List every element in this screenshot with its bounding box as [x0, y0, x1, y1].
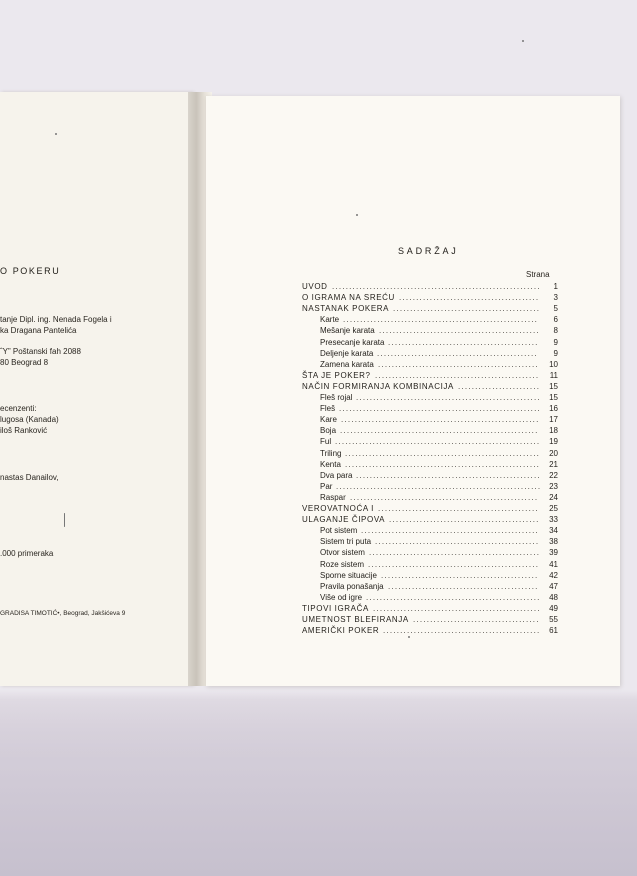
toc-entry-page-number: 9	[553, 337, 558, 347]
scan-shadow-band	[0, 690, 637, 876]
toc-entry-page-number: 5	[553, 304, 558, 314]
toc-entry-label: NASTANAK POKERA	[302, 304, 390, 314]
toc-entry-label: Boja	[320, 426, 337, 436]
toc-entry-label: Kenta	[320, 459, 341, 469]
toc-dot-leader: ..........................................................	[341, 415, 540, 425]
toc-entry-label: Raspar	[320, 492, 346, 502]
toc-entry	[320, 314, 558, 325]
toc-dot-leader: ........................	[458, 381, 541, 391]
toc-entry	[320, 570, 558, 581]
toc-entry-label: Fleš rojal	[320, 393, 353, 402]
toc-page-column-header: Strana	[526, 270, 550, 279]
toc-entry-page-number: 3	[553, 293, 558, 303]
left-page-printer-line: GRADISA TIMOTIĆ•, Beograd, Jakšićeva 9	[0, 610, 126, 617]
toc-dot-leader: ...................................................	[366, 592, 541, 602]
toc-entry-page-number: 49	[549, 603, 558, 613]
toc-entry-page-number: 25	[549, 504, 558, 513]
toc-entry-label: Zamena karata	[320, 359, 374, 369]
toc-dot-leader: .........................................................	[345, 459, 541, 469]
toc-entry	[302, 292, 558, 303]
toc-entry-page-number: 6	[553, 315, 558, 325]
toc-entry-label: Ful	[320, 437, 332, 447]
toc-entry-page-number: 34	[549, 526, 558, 536]
toc-entry-label: Sporne situacije	[320, 570, 377, 580]
paper-speck	[55, 133, 57, 135]
toc-dot-leader: .................................................	[373, 603, 541, 613]
toc-entry-label: Deljenje karata	[320, 348, 374, 358]
toc-entry-label: Više od igre	[320, 592, 363, 602]
toc-entry-page-number: 19	[549, 437, 558, 447]
toc-title: SADRŽAJ	[398, 246, 459, 256]
left-page-text-line: ka Dragana Pantelića	[0, 326, 77, 335]
paper-speck	[522, 40, 524, 42]
toc-entry-page-number: 33	[549, 515, 558, 525]
toc-dot-leader: ................................................	[375, 537, 540, 547]
toc-entry-page-number: 61	[549, 626, 558, 636]
toc-entry-page-number: 11	[549, 370, 558, 380]
toc-dot-leader: ...............................................	[378, 504, 539, 513]
toc-dot-leader: ....................................................	[361, 526, 539, 536]
toc-entry-page-number: 55	[549, 615, 558, 624]
toc-entry-page-number: 21	[549, 459, 558, 469]
paper-speck	[356, 214, 358, 216]
toc-entry	[320, 448, 558, 459]
toc-entry-label: AMERIČKI POKER	[302, 626, 380, 636]
toc-entry	[302, 503, 558, 514]
toc-entry-label: Kare	[320, 415, 337, 425]
toc-dot-leader: ............................................	[388, 581, 539, 591]
toc-dot-leader: ...........................................................	[339, 404, 541, 414]
toc-entry-page-number: 24	[549, 492, 558, 502]
toc-entry	[320, 470, 558, 481]
toc-entry	[320, 414, 558, 425]
toc-dot-leader: ...............................................	[377, 348, 538, 358]
toc-entry-label: Sistem tri puta	[320, 537, 372, 547]
toc-entry	[302, 281, 558, 292]
toc-dot-leader: ......................................................	[356, 470, 541, 480]
toc-entry	[320, 592, 558, 603]
toc-entry-label: Dva para	[320, 470, 353, 480]
toc-dot-leader: ..................................................	[369, 548, 541, 558]
toc-entry-page-number: 20	[549, 448, 558, 458]
toc-entry	[320, 392, 558, 403]
toc-dot-leader: ..............................................	[381, 570, 539, 580]
toc-entry	[320, 436, 558, 447]
toc-entry-label: Pot sistem	[320, 526, 358, 536]
toc-entry	[320, 348, 558, 359]
left-page-text-line: ecenzenti:	[0, 404, 37, 413]
toc-dot-leader: ..............................................	[383, 626, 541, 636]
toc-dot-leader: ............................................................	[336, 481, 542, 491]
left-page-text-line: 80 Beograd 8	[0, 358, 49, 367]
left-page-text-line: ˆY” Poštanski fah 2088	[0, 347, 81, 356]
toc-entry-label: Par	[320, 481, 333, 491]
toc-entry-page-number: 48	[549, 592, 558, 602]
toc-entry-label: Otvor sistem	[320, 548, 365, 558]
toc-dot-leader: .........................................	[399, 293, 540, 303]
toc-entry	[320, 536, 558, 547]
toc-entry-page-number: 22	[549, 470, 558, 480]
toc-entry-label: NAČIN FORMIRANJA KOMBINACIJA	[302, 381, 454, 391]
toc-entry	[302, 303, 558, 314]
toc-entry	[320, 559, 558, 570]
toc-entry-label: Presecanje karata	[320, 337, 385, 347]
toc-dot-leader: ......................................................	[356, 393, 541, 402]
left-page	[0, 92, 192, 686]
toc-entry-label: Roze sistem	[320, 559, 365, 569]
toc-dot-leader: ............................................	[388, 337, 539, 347]
toc-entry-page-number: 38	[549, 537, 558, 547]
paper-speck	[408, 636, 410, 638]
toc-entry-page-number: 17	[549, 415, 558, 425]
toc-entry-label: ULAGANJE ČIPOVA	[302, 515, 386, 525]
left-page-text-line: iloš Ranković	[0, 426, 48, 435]
toc-entry-page-number: 42	[549, 570, 558, 580]
toc-entry	[302, 370, 558, 381]
toc-entry-page-number: 41	[549, 559, 558, 569]
toc-dot-leader: .........................................................	[345, 448, 541, 458]
toc-entry	[320, 481, 558, 492]
toc-dot-leader: ...............................................	[378, 359, 539, 369]
paper-speck	[64, 513, 65, 527]
toc-entry	[320, 492, 558, 503]
toc-dot-leader: ............................................	[389, 515, 540, 525]
toc-entry	[320, 425, 558, 436]
toc-dot-leader: ...........................................	[393, 304, 541, 314]
toc-entry	[320, 459, 558, 470]
toc-entry-page-number: 16	[549, 404, 558, 414]
toc-entry-page-number: 15	[549, 381, 558, 391]
left-page-text-line: nastas Danailov,	[0, 473, 59, 482]
toc-entry	[302, 603, 558, 614]
toc-entry	[320, 581, 558, 592]
left-page-title-fragment: O POKERU	[0, 266, 61, 276]
toc-entry	[320, 403, 558, 414]
toc-entry-page-number: 23	[549, 481, 558, 491]
toc-entry	[302, 514, 558, 525]
toc-entry	[302, 381, 558, 392]
left-page-text-line: lugosa (Kanada)	[0, 415, 59, 424]
toc-dot-leader: ..........................................................	[340, 426, 539, 436]
toc-entry-page-number: 39	[549, 548, 558, 558]
toc-dot-leader: ..................................................	[368, 559, 540, 569]
left-page-text-line: tanje Dipl. ing. Nenada Fogela i	[0, 315, 112, 324]
toc-entry	[320, 337, 558, 348]
toc-entry-label: Mešanje karata	[320, 326, 375, 336]
toc-dot-leader: ............................................................	[335, 437, 541, 447]
toc-entry-label: Fleš	[320, 404, 336, 414]
toc-dot-leader: .........................................................	[343, 315, 539, 325]
toc-dot-leader: .....................................	[413, 615, 540, 624]
toc-entry	[320, 325, 558, 336]
toc-entry-label: Pravila ponašanja	[320, 581, 384, 591]
toc-entry-page-number: 10	[549, 359, 558, 369]
toc-entry-page-number: 18	[549, 426, 558, 436]
toc-entry-label: O IGRAMA NA SREĆU	[302, 293, 395, 303]
toc-entry-page-number: 15	[549, 393, 558, 402]
toc-entry-label: Triling	[320, 448, 342, 458]
toc-entry	[320, 359, 558, 370]
toc-dot-leader: ...............................................	[379, 326, 540, 336]
toc-entry-label: ŠTA JE POKER?	[302, 370, 371, 380]
toc-entry-label: UVOD	[302, 282, 328, 291]
toc-entry	[302, 625, 558, 636]
toc-entry-page-number: 1	[553, 282, 558, 291]
toc-entry-label: TIPOVI IGRAČA	[302, 603, 369, 613]
toc-entry	[320, 525, 558, 536]
toc-entry-label: VEROVATNOĆA I	[302, 504, 374, 513]
toc-dot-leader: .......................................................	[350, 492, 539, 502]
toc-entry-page-number: 9	[553, 348, 558, 358]
toc-dot-leader: .............................................................	[332, 282, 541, 291]
toc-entry-page-number: 8	[553, 326, 558, 336]
toc-entry-label: UMETNOST BLEFIRANJA	[302, 615, 409, 624]
toc-entry	[302, 614, 558, 625]
left-page-text-line: .000 primeraka	[0, 549, 54, 558]
toc-entry	[320, 547, 558, 558]
toc-entry-label: Karte	[320, 315, 340, 325]
toc-dot-leader: ................................................	[375, 370, 540, 380]
toc-entry-page-number: 47	[549, 581, 558, 591]
